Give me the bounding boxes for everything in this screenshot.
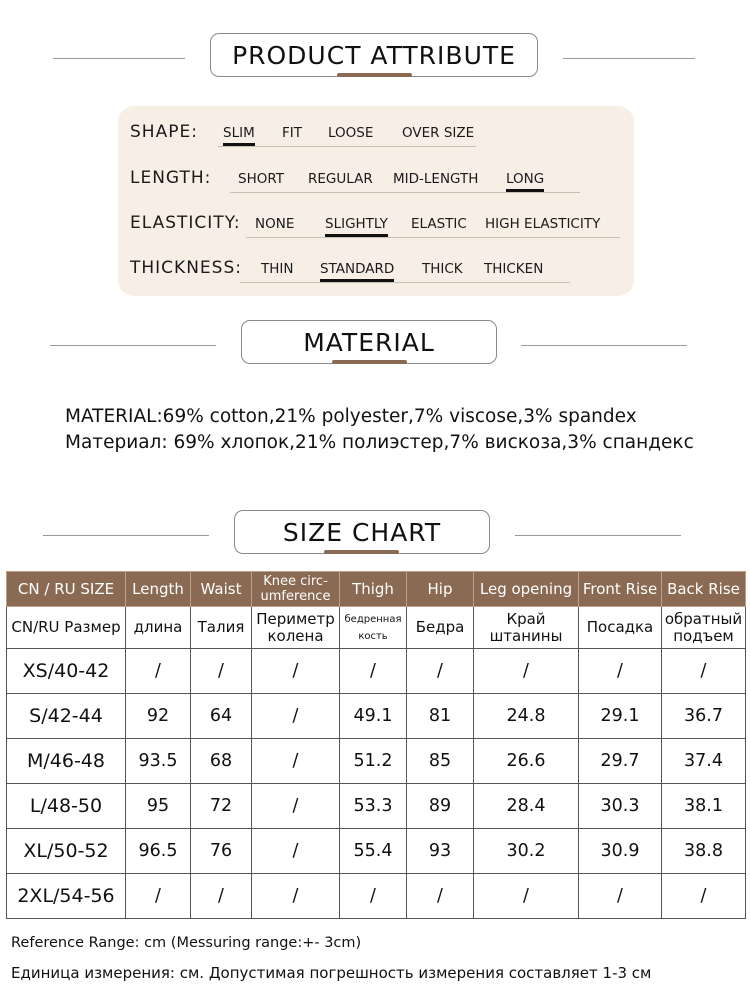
attribute-option-selected: LONG: [506, 171, 545, 187]
measure-cell: 26.6: [474, 739, 579, 784]
table-header-row-en: [7, 572, 746, 607]
attribute-label: SHAPE:: [130, 122, 198, 142]
size-cell: L/48-50: [7, 784, 126, 829]
measure-cell: 72: [191, 784, 252, 829]
size-cell: 2XL/54-56: [7, 874, 126, 919]
measure-cell: 81: [407, 694, 474, 739]
attribute-option: SHORT: [238, 171, 284, 187]
header-accent-bar: [332, 360, 407, 364]
attribute-row-rule: [240, 282, 570, 283]
attribute-row-rule: [246, 237, 620, 238]
measure-cell: /: [126, 649, 191, 694]
table-row: [7, 694, 746, 739]
attribute-option: THIN: [261, 261, 294, 277]
table-row: [7, 829, 746, 874]
material-text: [65, 404, 694, 456]
attribute-row-shape: [118, 118, 634, 148]
attribute-option: REGULAR: [308, 171, 373, 187]
material-text-ru: Материал: 69% хлопок,21% полиэстер,7% вискоза,3% спандекс: [65, 432, 694, 453]
measure-cell: /: [579, 874, 662, 919]
column-header: Hip: [407, 572, 474, 607]
header-accent-bar: [324, 550, 399, 554]
column-header: Thigh: [340, 572, 407, 607]
attribute-label: LENGTH:: [130, 168, 212, 188]
column-header: Waist: [191, 572, 252, 607]
attribute-option: ELASTIC: [411, 216, 467, 232]
measure-cell: /: [191, 874, 252, 919]
measure-cell: /: [340, 649, 407, 694]
attribute-option: THICK: [422, 261, 463, 277]
attribute-option-selected: STANDARD: [320, 261, 395, 277]
measure-cell: /: [579, 649, 662, 694]
measure-cell: 28.4: [474, 784, 579, 829]
measure-cell: 95: [126, 784, 191, 829]
attribute-row-elasticity: [118, 209, 634, 239]
attribute-card: [118, 106, 634, 296]
attribute-label: ELASTICITY:: [130, 213, 241, 233]
measure-cell: /: [407, 874, 474, 919]
attribute-option: MID-LENGTH: [393, 171, 479, 187]
measure-cell: 68: [191, 739, 252, 784]
measure-cell: /: [252, 829, 340, 874]
attribute-row-length: [118, 164, 634, 194]
reference-note-ru: Единица измерения: см. Допустимая погрешность измерения составляет 1-3 см: [11, 964, 652, 982]
measure-cell: 38.1: [662, 784, 746, 829]
header-left-rule: [50, 345, 216, 346]
measure-cell: 30.3: [579, 784, 662, 829]
measure-cell: 29.1: [579, 694, 662, 739]
measure-cell: /: [474, 874, 579, 919]
product-attribute-title: PRODUCT ATTRIBUTE: [210, 33, 538, 77]
measure-cell: 93: [407, 829, 474, 874]
measure-cell: 93.5: [126, 739, 191, 784]
measure-cell: /: [252, 649, 340, 694]
header-left-rule: [53, 58, 185, 59]
measure-cell: /: [252, 784, 340, 829]
measure-cell: /: [191, 649, 252, 694]
measure-cell: /: [662, 649, 746, 694]
material-text-en: MATERIAL:69% cotton,21% polyester,7% viscose,3% spandex: [65, 406, 637, 427]
attribute-option: NONE: [255, 216, 295, 232]
column-header-ru: Край штанины: [474, 607, 579, 649]
column-header-ru: бедренная кость: [340, 607, 407, 649]
attribute-option-selected: SLIGHTLY: [325, 216, 388, 232]
measure-cell: 37.4: [662, 739, 746, 784]
measure-cell: 53.3: [340, 784, 407, 829]
size-chart-table: [6, 571, 746, 919]
attribute-label: THICKNESS:: [130, 258, 242, 278]
measure-cell: /: [407, 649, 474, 694]
column-header: Length: [126, 572, 191, 607]
measure-cell: /: [474, 649, 579, 694]
measure-cell: 30.2: [474, 829, 579, 874]
column-header-ru: обратный подъем: [662, 607, 746, 649]
size-rows: [7, 649, 746, 919]
column-header: Leg opening: [474, 572, 579, 607]
header-accent-bar: [337, 73, 412, 77]
measure-cell: 36.7: [662, 694, 746, 739]
measure-cell: 24.8: [474, 694, 579, 739]
attribute-option: HIGH ELASTICITY: [485, 216, 601, 232]
attribute-row-rule: [218, 146, 476, 147]
column-header-ru: Посадка: [579, 607, 662, 649]
column-header: Front Rise: [579, 572, 662, 607]
measure-cell: 96.5: [126, 829, 191, 874]
measure-cell: /: [252, 874, 340, 919]
measure-cell: 55.4: [340, 829, 407, 874]
measure-cell: 51.2: [340, 739, 407, 784]
column-header-ru: Талия: [191, 607, 252, 649]
measure-cell: 92: [126, 694, 191, 739]
header-right-rule: [521, 345, 687, 346]
material-header: [0, 320, 750, 370]
attribute-option: LOOSE: [328, 125, 374, 141]
attribute-option-selected: SLIM: [223, 125, 255, 141]
table-row: [7, 649, 746, 694]
header-right-rule: [563, 58, 695, 59]
column-header-ru: Бедра: [407, 607, 474, 649]
measure-cell: 85: [407, 739, 474, 784]
table-row: [7, 739, 746, 784]
column-header-ru: Периметр колена: [252, 607, 340, 649]
column-header-ru: CN/RU Размер: [7, 607, 126, 649]
size-chart-header: [0, 510, 750, 560]
attribute-row-thickness: [118, 254, 634, 284]
size-chart-title: SIZE CHART: [234, 510, 490, 554]
size-cell: XS/40-42: [7, 649, 126, 694]
attribute-option: THICKEN: [484, 261, 544, 277]
measure-cell: 29.7: [579, 739, 662, 784]
measure-cell: 76: [191, 829, 252, 874]
header-right-rule: [515, 535, 681, 536]
column-header-ru: длина: [126, 607, 191, 649]
measure-cell: 49.1: [340, 694, 407, 739]
column-header: Back Rise: [662, 572, 746, 607]
measure-cell: 30.9: [579, 829, 662, 874]
size-cell: XL/50-52: [7, 829, 126, 874]
table-row: [7, 784, 746, 829]
measure-cell: /: [126, 874, 191, 919]
measure-cell: 89: [407, 784, 474, 829]
measure-cell: /: [662, 874, 746, 919]
attribute-option: FIT: [282, 125, 302, 141]
size-cell: S/42-44: [7, 694, 126, 739]
measure-cell: /: [252, 739, 340, 784]
column-header: Knee circ- umference: [252, 572, 340, 607]
measure-cell: 64: [191, 694, 252, 739]
column-header: CN / RU SIZE: [7, 572, 126, 607]
attribute-row-rule: [230, 192, 580, 193]
header-left-rule: [43, 535, 209, 536]
product-attribute-header: [0, 33, 750, 83]
table-row: [7, 874, 746, 919]
measure-cell: /: [252, 694, 340, 739]
table-header-row-ru: [7, 607, 746, 649]
material-title: MATERIAL: [241, 320, 497, 364]
attribute-option: OVER SIZE: [402, 125, 475, 141]
size-cell: M/46-48: [7, 739, 126, 784]
measure-cell: /: [340, 874, 407, 919]
reference-note-en: Reference Range: cm (Messuring range:+- 3cm): [11, 935, 362, 951]
measure-cell: 38.8: [662, 829, 746, 874]
